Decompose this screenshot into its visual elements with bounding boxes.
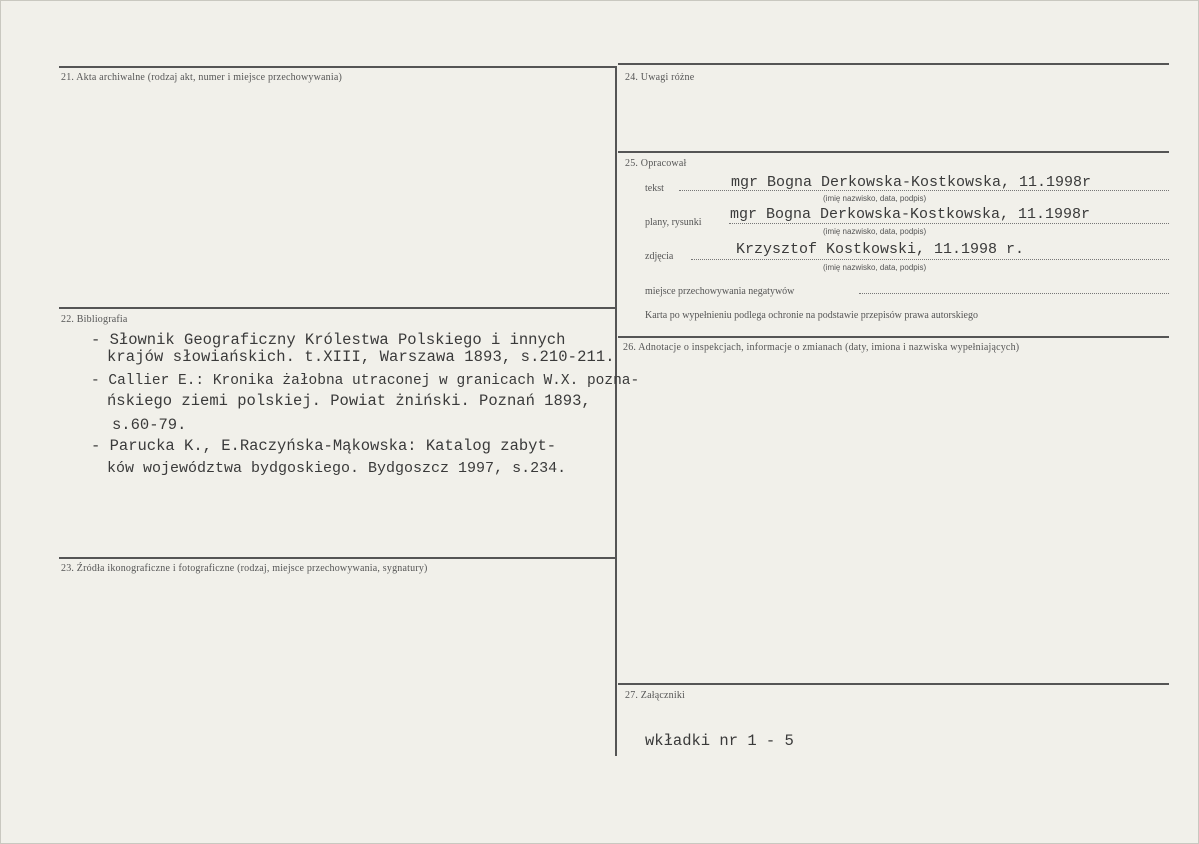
rule-27 [618, 683, 1169, 685]
bibliography-line-1: - Słownik Geograficzny Królestwa Polskiego i innych [91, 331, 566, 349]
rule-22 [59, 307, 615, 309]
row-text-label: tekst [645, 183, 664, 194]
center-divider [615, 66, 617, 756]
rule-25 [618, 151, 1169, 153]
row-plans-value: mgr Bogna Derkowska-Kostkowska, 11.1998r [730, 206, 1091, 223]
top-rule-left [59, 66, 615, 68]
bibliography-line-4: ńskiego ziemi polskiej. Powiat żniński. Poznań 1893, [107, 392, 591, 410]
section-21-label: 21. Akta archiwalne (rodzaj akt, numer i miejsce przechowywania) [61, 72, 343, 83]
section-27-label: 27. Załączniki [625, 690, 685, 701]
row-text-hint: (imię nazwisko, data, podpis) [823, 194, 927, 203]
row-plans-line [729, 223, 1169, 224]
section-25-label: 25. Opracował [625, 158, 687, 169]
copyright-note: Karta po wypełnieniu podlega ochronie na podstawie przepisów prawa autorskiego [645, 310, 978, 321]
section-26-label: 26. Adnotacje o inspekcjach, informacje o zmianach (daty, imiona i nazwiska wypełniających) [623, 342, 1020, 353]
row-photos-hint: (imię nazwisko, data, podpis) [823, 263, 927, 272]
row-text-value: mgr Bogna Derkowska-Kostkowska, 11.1998r [731, 174, 1092, 191]
negatives-line [859, 293, 1169, 294]
rule-23 [59, 557, 615, 559]
section-24-label: 24. Uwagi różne [625, 72, 695, 83]
row-photos-value: Krzysztof Kostkowski, 11.1998 r. [736, 241, 1025, 258]
section-23-label: 23. Źródła ikonograficzne i fotograficzne (rodzaj, miejsce przechowywania, sygnatury) [61, 563, 428, 574]
top-rule-right [618, 63, 1169, 65]
rule-26 [618, 336, 1169, 338]
bibliography-line-2: krajów słowiańskich. t.XIII, Warszawa 1893, s.210-211. [107, 348, 615, 366]
negatives-label: miejsce przechowywania negatywów [645, 286, 795, 297]
section-22-label: 22. Bibliografia [61, 314, 128, 325]
row-plans-label: plany, rysunki [645, 217, 702, 228]
bibliography-line-3: - Callier E.: Kronika żałobna utraconej w granicach W.X. pozna- [91, 373, 640, 389]
row-plans-hint: (imię nazwisko, data, podpis) [823, 227, 927, 236]
bibliography-line-7: ków województwa bydgoskiego. Bydgoszcz 1997, s.234. [107, 460, 567, 477]
row-photos-label: zdjęcia [645, 251, 674, 262]
bibliography-line-6: - Parucka K., E.Raczyńska-Mąkowska: Katalog zabyt- [91, 437, 557, 455]
row-photos-line [691, 259, 1169, 260]
bibliography-line-5: s.60-79. [112, 416, 187, 434]
attachments-value: wkładki nr 1 - 5 [645, 732, 794, 750]
